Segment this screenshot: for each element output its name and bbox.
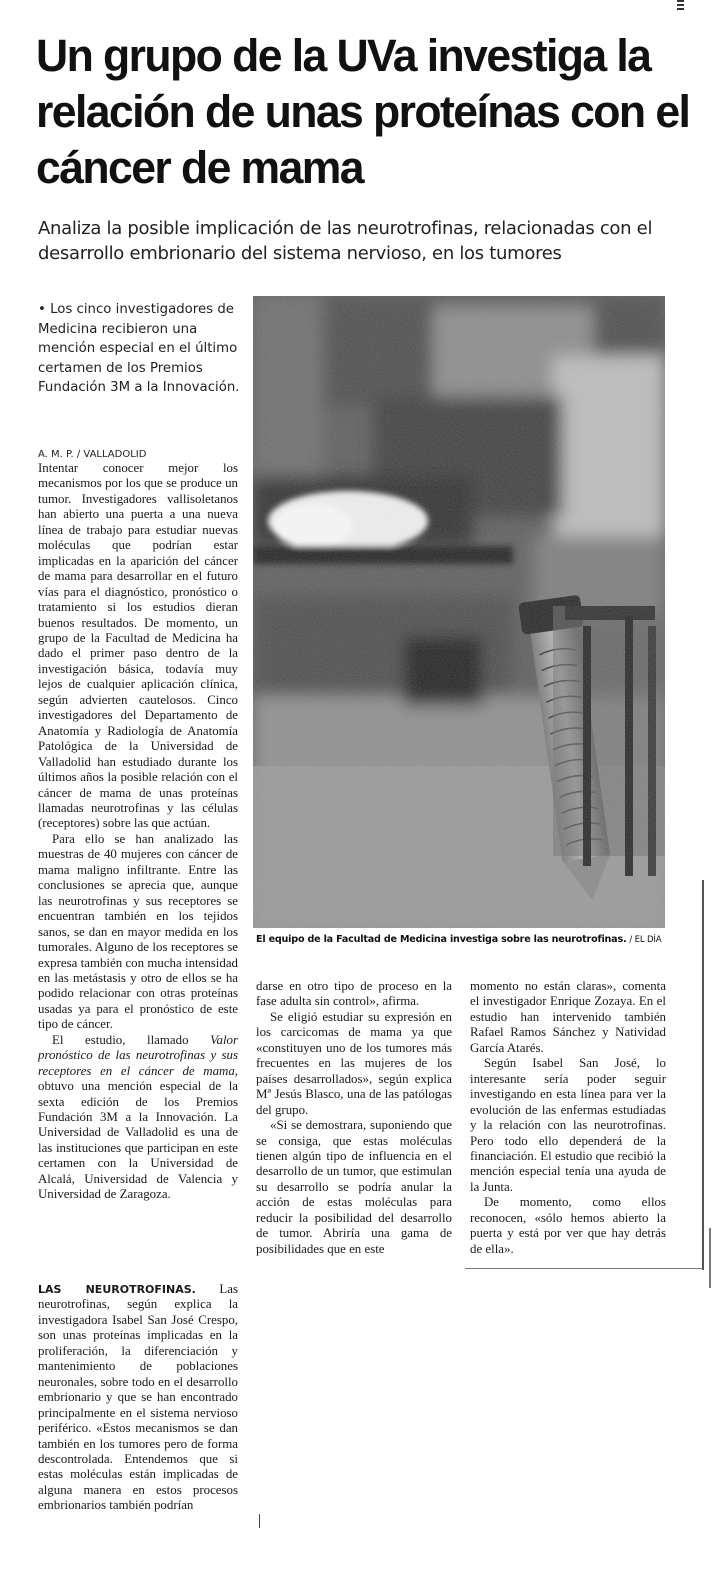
body-paragraph: Según Isabel San José, lo interesante sería poder seguir investigando en esta línea para ver la evolución de las enfermas estudiadas y la relación con las neurotrofinas. Pero todo ello dependerá de la financiación. El estudio que recibió la mención especial tenía una ayuda de la Junta. [470,1056,666,1194]
body-text: El estudio, llamado [52,1032,211,1047]
body-text: Las neurotrofinas, según explica la investigadora Isabel San José Crespo, son unas proteínas implicadas en la proliferación, la diferenciación y mantenimiento de poblaciones neuronales, sobre todo en el desarrollo embrionario y que se han encontrado principalmente en el sistema nervioso periférico. «Estos mecanismos se dan también en los tumores pero de forma descontrolada. Entendemos que si estas moléculas están implicadas de alguna manera en estos procesos embrionarios también podrían [38,1282,238,1513]
scan-mark [259,1514,260,1528]
photo-caption [256,934,686,945]
column-rule [709,1228,711,1288]
body-column-left-lower [38,1282,238,1514]
body-column-middle [256,979,452,1257]
body-paragraph: Intentar conocer mejor los mecanismos por los que se produce un tumor. Investigadores vallisoletanos han abierto una puerta a una nueva línea de trabajo para estudiar nuevas moléculas que podrían estar implicadas en la aparición del cáncer de mama para desarrollar en el futuro vías para el diagnóstico, pronóstico o tratamiento si los estudios dieran buenos resultados. De momento, un grupo de la Facultad de Medicina ha dado el primer paso dentro de la investigación básica, todavía muy lejos de cualquier aplicación clínica, según advierten cautelosos. Cinco investigadores del Departamento de Anatomía y Radiología de Anatomía Patológica de la Universidad de Valladolid han estudiado durante los últimos años la posible relación con el cáncer de mama de unas proteínas llamadas neurotrofinas y las células (receptores) sobre las que actúan. [38,461,238,831]
body-paragraph: darse en otro tipo de proceso en la fase adulta sin control», afirma. [256,979,452,1009]
caption-text: El equipo de la Facultad de Medicina investiga sobre las neurotrofinas. [256,934,627,945]
body-paragraph: momento no están claras», comenta el investigador Enrique Zozaya. En el estudio han intervenido también Rafael Ramos Sánchez y Natividad García Atarés. [470,979,666,1055]
headline: Un grupo de la UVa investiga la relación de unas proteínas con el cáncer de mama [36,30,690,193]
column-rule [702,880,704,1270]
bottom-rule [465,1268,703,1269]
body-column-right [470,979,666,1257]
body-paragraph: Para ello se han analizado las muestras de 40 mujeres con cáncer de mama maligno infiltrante. Entre las conclusiones se aprecia que, aunque las neurotrofinas y sus receptores se encuentran también en los tejidos sanos, se dan en mayor medida en los tumorales. Alguno de los receptores se expresa también con mucha intensidad en las metástasis y otro de ellos se ha podido relacionar con otras proteínas usadas ya para el pronóstico de este tipo de cáncer. [38,831,238,1032]
body-paragraph: De momento, como ellos reconocen, «sólo hemos abierto la puerta y está por ver que hay detrás de ella». [470,1195,666,1256]
section-label: LAS NEUROTROFINAS. [38,1283,196,1296]
body-paragraph [38,1033,238,1203]
body-paragraph: «Si se demostrara, suponiendo que se consiga, que estas moléculas tienen algún tipo de influencia en el desarrollo de un tumor, que estimulan su desarrollo se podría anular la acción de estas moléculas para reducir la posibilidad del desarrollo de tumor. Abriría una gama de posibilidades que en este [256,1118,452,1256]
subheadline: Analiza la posible implicación de las neurotrofinas, relacionadas con el desarrollo embrionario del sistema nervioso, en los tumores [38,218,653,264]
body-text: obtuvo una mención especial de la sexta edición de los Premios Fundación 3M a la Innovación. La Universidad de Valladolid es una de las instituciones que participan en este certamen con la Universidad de Alcalá, Universidad de Valencia y Universidad de Zaragoza. [38,1079,238,1202]
summary-bullet: • Los cinco investigadores de Medicina recibieron una mención especial en el último certamen de los Premios Fundación 3M a la Innovación. [38,302,240,396]
photo-credit: / EL DÍA [629,935,662,945]
lab-photo-image [253,296,665,928]
study-title: Valor pronóstico de las neurotrofinas y sus receptores en el cáncer de mama, [38,1032,238,1078]
article-photo [253,296,665,928]
byline: A. M. P. / VALLADOLID [38,449,147,460]
body-column-left [38,461,238,1203]
body-paragraph: Se eligió estudiar su expresión en los carcicomas de mama ya que «constituyen uno de los tumores más frecuentes en las mujeres de los países desarrollados», según explica Mª Jesús Blasco, una de las patólogas del grupo. [256,1009,452,1117]
body-paragraph [38,1282,238,1514]
scan-mark [677,0,684,12]
